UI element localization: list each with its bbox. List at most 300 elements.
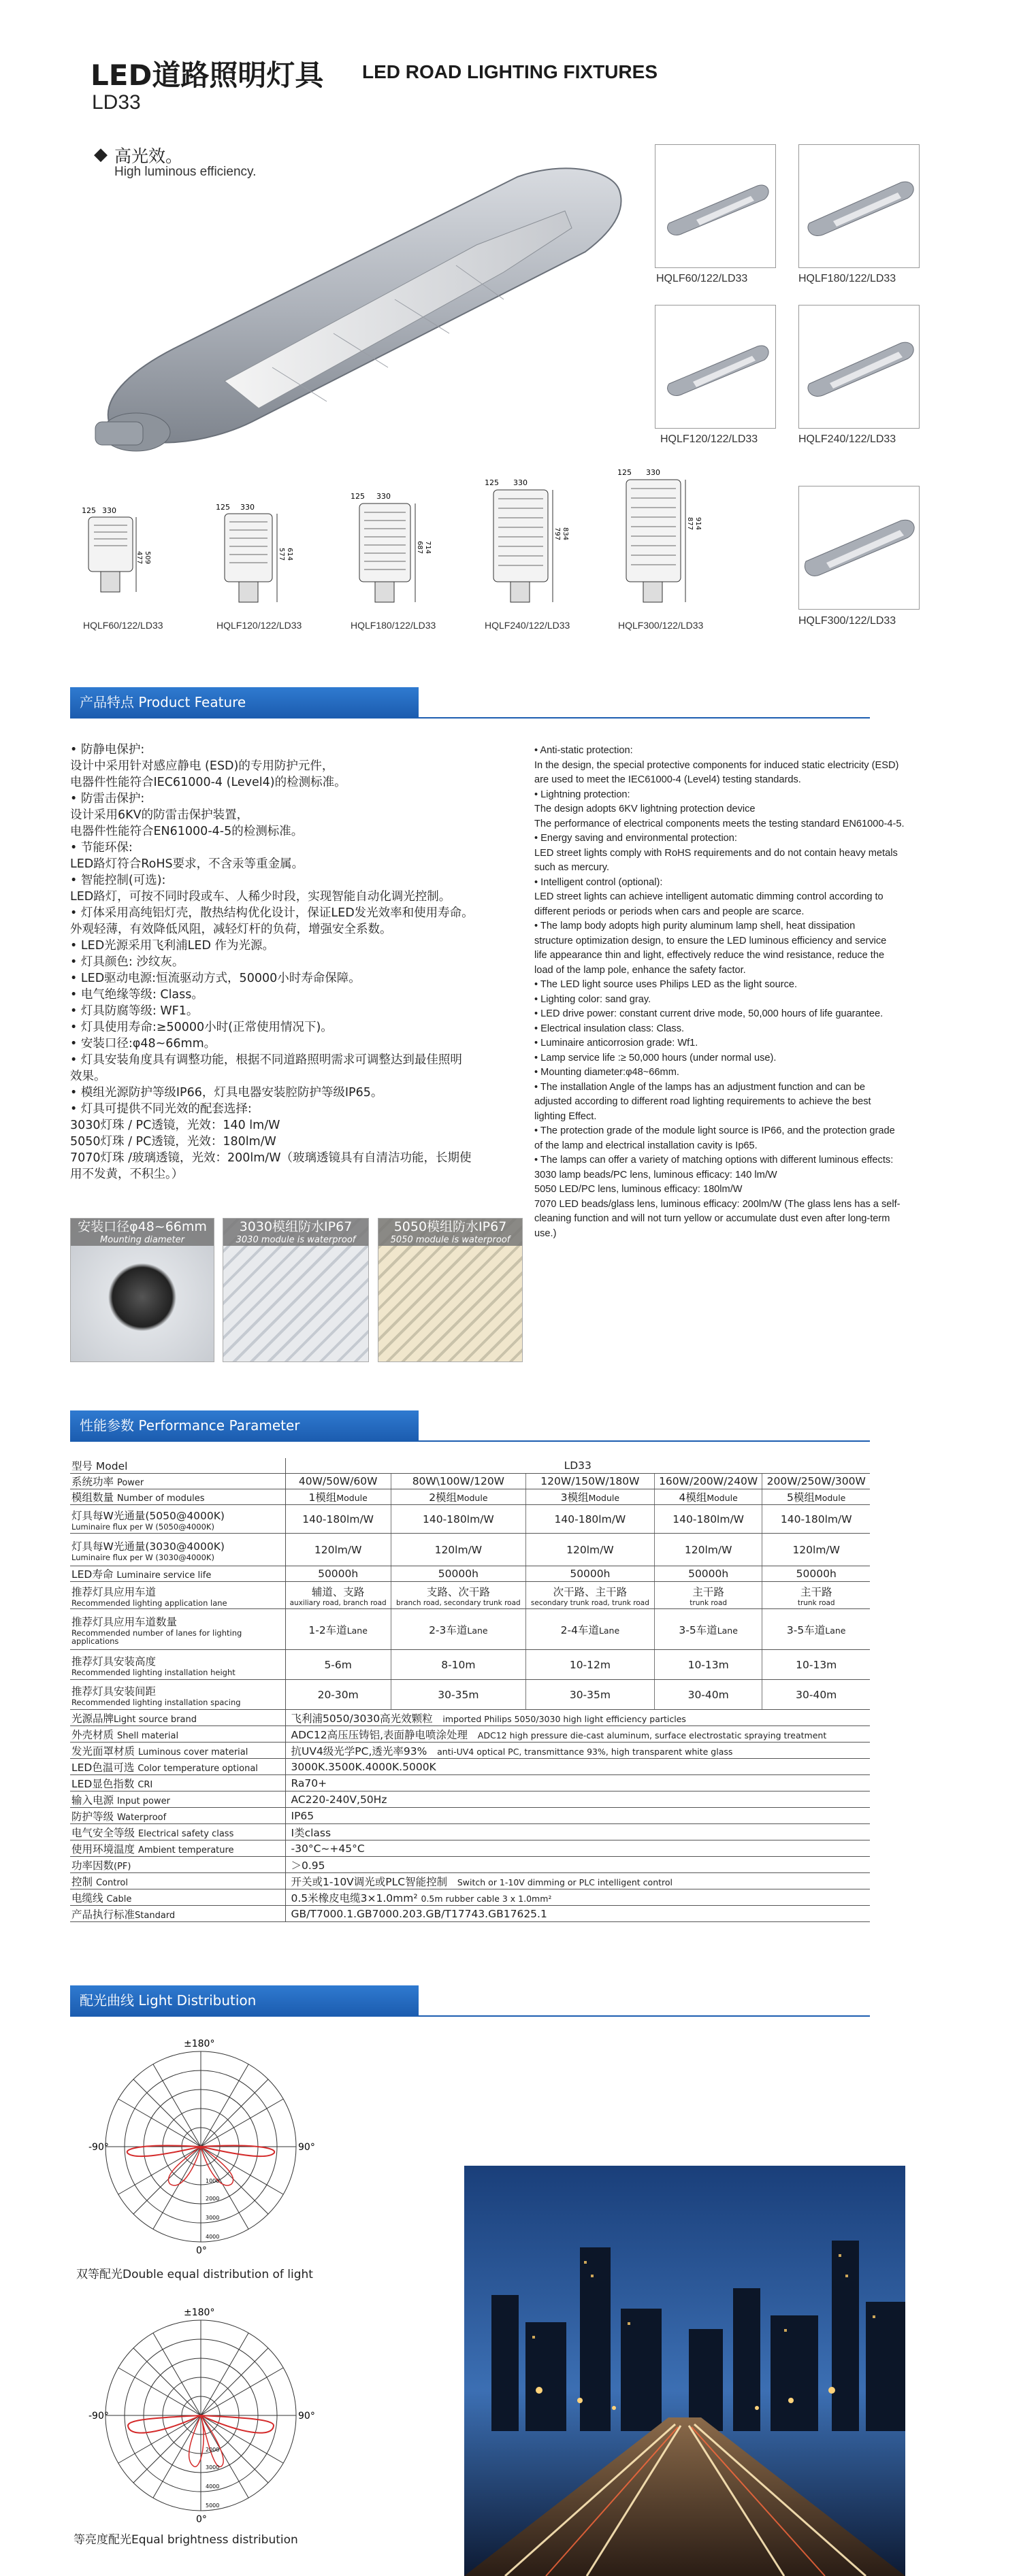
row-label-en: Luminaire service life — [116, 1570, 212, 1581]
row-label-en: Power — [116, 1478, 144, 1488]
cell — [525, 1582, 654, 1609]
table-row — [70, 1857, 870, 1873]
row-label-en: Cable — [106, 1894, 132, 1904]
road-en: branch road, secondary trunk road — [396, 1598, 521, 1607]
feature-line: 效果。 — [70, 1070, 106, 1083]
section-header-feature: 产品特点 Product Feature — [70, 687, 419, 717]
thumbnail-image — [798, 305, 920, 429]
cell — [285, 1791, 870, 1808]
module-count: 1模组 — [308, 1491, 337, 1504]
feature-line: • Lightning protection: — [534, 789, 630, 800]
feature-line: adjusted according to different road lighting requirements to achieve the best — [534, 1096, 871, 1107]
cell: 50000h — [391, 1566, 525, 1582]
cell — [285, 1775, 870, 1791]
row-label-cn: 光源品牌 — [71, 1712, 114, 1725]
value-en: anti-UV4 optical PC, transmittance 93%, high transparent white glass — [437, 1746, 733, 1757]
title-cn: LED道路照明灯具 — [91, 59, 324, 92]
detail-title-cn: 3030模组防水IP67 — [239, 1219, 353, 1234]
polar-ring-label: 2000 — [206, 2196, 220, 2202]
cell — [285, 1726, 870, 1743]
feature-line: 5050灯珠 / PC透镜，光效：180lm/W — [70, 1135, 276, 1149]
cell: 120lm/W — [762, 1534, 870, 1566]
row-label-cn: 功率因数 — [71, 1859, 114, 1872]
dimension-side: 125 — [82, 506, 96, 515]
polar-ring-label: 3000 — [206, 2215, 220, 2221]
lane-unit: Lane — [825, 1625, 846, 1636]
feature-line: • Luminaire anticorrosion grade: Wf1. — [534, 1038, 698, 1048]
cell — [285, 1840, 870, 1857]
row-label — [70, 1489, 285, 1505]
row-label — [70, 1505, 285, 1534]
row-label — [70, 1710, 285, 1726]
spec-table — [70, 1458, 870, 1922]
detail-title — [223, 1219, 368, 1246]
feature-line: • Lighting color: sand gray. — [534, 993, 651, 1005]
value-cn: 3000K.3500K.4000K.5000K — [291, 1760, 436, 1773]
feature-line: • The lamp body adopts high purity aluminum lamp shell, heat dissipation — [534, 921, 856, 931]
cell: 140-180lm/W — [654, 1505, 762, 1534]
thumbnail-caption: HQLF180/122/LD33 — [798, 273, 896, 284]
section-divider — [70, 717, 870, 719]
polar-label-right: 90° — [298, 2142, 315, 2153]
value-en: ADC12 high pressure die-cast aluminum, surface electrostatic spraying treatment — [477, 1730, 827, 1740]
polar-ring-label: 4000 — [206, 2483, 220, 2490]
polar-label-bottom: 0° — [196, 2514, 207, 2525]
cell: 140-180lm/W — [762, 1505, 870, 1534]
table-row — [70, 1824, 870, 1840]
row-label-cn: 电缆线 — [71, 1892, 103, 1904]
feature-line: • The protection grade of the module light source is IP66, and the protection grade — [534, 1125, 895, 1136]
feature-line: load of the lamp pole, enhance the safety factor. — [534, 964, 746, 976]
road-cn: 支路、次干路 — [426, 1585, 490, 1598]
dimension-height: 614 — [286, 548, 293, 561]
polar-label-left: -90° — [88, 2411, 109, 2422]
cell: 10-13m — [654, 1650, 762, 1680]
dimension-drawing — [214, 500, 296, 609]
cell — [762, 1582, 870, 1609]
module-count: 2模组 — [429, 1491, 457, 1504]
detail-photo-mounting — [70, 1218, 214, 1362]
cell: 140-180lm/W — [391, 1505, 525, 1534]
value-cn: ＞0.95 — [291, 1859, 325, 1872]
row-label — [70, 1906, 285, 1922]
road-cn: 辅道、支路 — [311, 1585, 365, 1598]
table-row — [70, 1759, 870, 1775]
row-label-en: Shell material — [116, 1730, 179, 1741]
dimension-drawing — [483, 473, 579, 609]
value-cn: AC220-240V,50Hz — [291, 1793, 387, 1806]
cell — [285, 1824, 870, 1840]
row-label — [70, 1889, 285, 1906]
row-label-cn: LED色温可选 — [71, 1761, 135, 1774]
dimension-side: 125 — [617, 468, 632, 477]
feature-line: different periods or periods when cars and people are scarce. — [534, 906, 805, 917]
table-row — [70, 1609, 870, 1650]
row-label — [70, 1609, 285, 1650]
thumbnail-image — [798, 144, 920, 268]
feature-line: • Intelligent control (optional): — [534, 876, 663, 888]
road-cn: 次干路、主干路 — [553, 1585, 628, 1598]
cell — [525, 1609, 654, 1650]
cell — [391, 1489, 525, 1505]
thumbnail-image — [655, 305, 776, 429]
row-label-cn: 控制 — [71, 1875, 93, 1888]
cell — [391, 1609, 525, 1650]
polar-label-bottom: 0° — [196, 2245, 207, 2256]
cell — [391, 1582, 525, 1609]
cell — [285, 1582, 391, 1609]
polar-ring-label: 4000 — [206, 2234, 220, 2240]
table-row — [70, 1650, 870, 1680]
polar-label-top: ±180° — [184, 2038, 215, 2049]
polar-label-top: ±180° — [184, 2307, 215, 2318]
table-row — [70, 1791, 870, 1808]
feature-line: structure optimization design, to ensure the LED luminous efficiency and service — [534, 935, 887, 946]
dimension-height: 509 — [144, 551, 151, 565]
lane-unit: Lane — [346, 1625, 368, 1636]
row-label-cn: 电气安全等级 — [71, 1826, 135, 1839]
cell — [285, 1873, 870, 1889]
feature-line: • LED drive power: constant current drive mode, 50,000 hours of life guarantee. — [534, 1008, 884, 1019]
dimension-width: 330 — [376, 492, 391, 501]
row-label — [70, 1775, 285, 1791]
row-label-cn: 灯具每W光通量(5050@4000K) — [71, 1509, 225, 1522]
dimension-drawing — [82, 503, 150, 606]
section-header-performance: 性能参数 Performance Parameter — [70, 1410, 419, 1440]
polar-ring-label: 3000 — [206, 2464, 220, 2471]
value-cn: ADC12高压压铸铝,表面静电喷涂处理 — [291, 1728, 468, 1741]
dimension-height: 477 — [135, 551, 143, 565]
module-count: 4模组 — [679, 1491, 707, 1504]
cell: 160W/200W/240W — [654, 1474, 762, 1489]
value-cn: 飞利浦5050/3030高光效颗粒 — [291, 1712, 433, 1725]
cell: 5-6m — [285, 1650, 391, 1680]
table-row — [70, 1534, 870, 1566]
value-cn: 0.5米橡皮电缆3×1.0mm² — [291, 1892, 418, 1904]
feature-line: In the design, the special protective components for induced static electricity (ESD) — [534, 759, 899, 771]
cell — [285, 1759, 870, 1775]
cell: 10-13m — [762, 1650, 870, 1680]
feature-line: LED路灯符合RoHS要求，不含汞等重金属。 — [70, 857, 304, 871]
polar-caption-double: 双等配光Double equal distribution of light — [76, 2268, 313, 2281]
row-label-cn: 推荐灯具应用车道 — [71, 1585, 157, 1598]
feature-line: • 灯体采用高纯铝灯壳，散热结构优化设计，保证LED发光效率和使用寿命。 — [70, 906, 474, 920]
feature-line: 电器件性能符合IEC61000-4 (Level4)的检测标准。 — [70, 776, 346, 789]
model-code: LD33 — [92, 91, 141, 114]
feature-line: 设计中采用针对感应静电 (ESD)的专用防护元件， — [70, 759, 334, 773]
cell — [285, 1743, 870, 1759]
dimension-height: 577 — [278, 548, 285, 561]
table-row — [70, 1582, 870, 1609]
table-row — [70, 1474, 870, 1489]
row-label — [70, 1759, 285, 1775]
feature-line: lighting Effect. — [534, 1110, 597, 1122]
row-label — [70, 1680, 285, 1710]
feature-line: • 智能控制(可选): — [70, 874, 166, 887]
feature-line: such as mercury. — [534, 862, 610, 873]
dimension-height: 914 — [694, 517, 702, 531]
feature-line: 电器件性能符合EN61000-4-5的检测标准。 — [70, 825, 304, 838]
feature-line: use.) — [534, 1227, 557, 1239]
feature-line: of the lamp and electrical installation cavity is Ip65. — [534, 1140, 758, 1151]
cell — [285, 1889, 870, 1906]
feature-line: 设计采用6KV的防雷击保护装置， — [70, 808, 249, 822]
row-label-en: Control — [95, 1877, 128, 1888]
table-row — [70, 1458, 870, 1474]
lane-count: 3-5车道 — [679, 1623, 717, 1636]
cell — [762, 1489, 870, 1505]
features-cn — [70, 742, 547, 1183]
road-cn: 主干路 — [800, 1585, 832, 1598]
cell: 200W/250W/300W — [762, 1474, 870, 1489]
dimension-width: 330 — [513, 478, 528, 487]
row-label-en: Electrical safety class — [137, 1828, 234, 1839]
feature-line: • 节能环保: — [70, 841, 133, 855]
cell: 120lm/W — [391, 1534, 525, 1566]
cell — [285, 1857, 870, 1873]
road-en: secondary trunk road, trunk road — [530, 1598, 649, 1607]
thumbnail-image — [798, 486, 920, 610]
cell: 50000h — [525, 1566, 654, 1582]
dimension-height: 834 — [562, 527, 569, 541]
value-cn: I类class — [291, 1826, 331, 1839]
feature-line: • 防雷击保护: — [70, 792, 145, 806]
row-label — [70, 1791, 285, 1808]
dimension-height: 877 — [686, 517, 694, 531]
row-label-en: Input power — [116, 1796, 170, 1806]
feature-line: 外观轻薄，有效降低风阻，减轻灯杆的负荷，增强安全系数。 — [70, 923, 392, 936]
value-cn: IP65 — [291, 1809, 314, 1822]
module-unit: Module — [457, 1493, 488, 1503]
polar-ring-label: 1000 — [206, 2178, 220, 2184]
row-label — [70, 1808, 285, 1824]
cell: 50000h — [762, 1566, 870, 1582]
cell — [525, 1489, 654, 1505]
lane-count: 2-4车道 — [560, 1623, 599, 1636]
table-row — [70, 1726, 870, 1743]
module-unit: Module — [707, 1493, 738, 1503]
value-cn: Ra70+ — [291, 1777, 327, 1789]
row-label — [70, 1650, 285, 1680]
feature-line: 7070灯珠 /玻璃透镜，光效：200lm/W（玻璃透镜具有自清洁功能，长期使 — [70, 1151, 472, 1165]
section-header-light: 配光曲线 Light Distribution — [70, 1985, 419, 2015]
module-count: 5模组 — [787, 1491, 815, 1504]
cell — [285, 1906, 870, 1922]
lane-count: 2-3车道 — [429, 1623, 468, 1636]
module-unit: Module — [336, 1493, 368, 1503]
detail-title-en: Mounting diameter — [100, 1235, 184, 1245]
detail-title-en: 5050 module is waterproof — [390, 1235, 510, 1245]
cell: 120lm/W — [654, 1534, 762, 1566]
diamond-icon: ◆ — [94, 144, 108, 165]
cell: 40W/50W/60W — [285, 1474, 391, 1489]
feature-line: LED路灯，可按不同时段或车、人稀少时段，实现智能自动化调光控制。 — [70, 890, 451, 904]
table-row — [70, 1889, 870, 1906]
cell: 8-10m — [391, 1650, 525, 1680]
section-divider — [70, 1440, 870, 1442]
dimension-side: 125 — [485, 478, 499, 487]
row-label — [70, 1726, 285, 1743]
dimension-caption: HQLF300/122/LD33 — [618, 620, 704, 631]
feature-line: • 防静电保护: — [70, 743, 145, 757]
cell: 50000h — [285, 1566, 391, 1582]
table-row — [70, 1775, 870, 1791]
row-label — [70, 1582, 285, 1609]
row-label-en: Number of modules — [116, 1493, 205, 1504]
row-label-cn: 外壳材质 — [71, 1728, 114, 1741]
polar-ring-label: 2000 — [206, 2447, 220, 2453]
feature-line: • LED驱动电源:恒流驱动方式，50000小时寿命保障。 — [70, 972, 361, 985]
road-cn: 主干路 — [692, 1585, 724, 1598]
feature-line: 用不发黄，不积尘。） — [70, 1168, 184, 1181]
row-label — [70, 1474, 285, 1489]
polar-chart-equal — [88, 2303, 313, 2528]
dimension-caption: HQLF60/122/LD33 — [83, 620, 163, 631]
table-row — [70, 1906, 870, 1922]
dimension-caption: HQLF240/122/LD33 — [485, 620, 570, 631]
detail-photo-3030 — [223, 1218, 369, 1362]
cell: 120W/150W/180W — [525, 1474, 654, 1489]
table-row — [70, 1710, 870, 1726]
value-cn: 开关或1-10V调光或PLC智能控制 — [291, 1875, 448, 1888]
table-row — [70, 1808, 870, 1824]
feature-line: • Electrical insulation class: Class. — [534, 1023, 685, 1034]
row-label-en: Waterproof — [116, 1812, 167, 1823]
city-night-photo — [464, 2166, 905, 2576]
cell: 30-35m — [391, 1680, 525, 1710]
row-label — [70, 1824, 285, 1840]
row-label-cn: 输入电源 — [71, 1794, 114, 1806]
value-en: imported Philips 5050/3030 high light efficiency particles — [442, 1713, 686, 1724]
row-label — [70, 1743, 285, 1759]
thumbnail-caption: HQLF60/122/LD33 — [656, 273, 748, 284]
row-label-en: Recommended lighting application lane — [71, 1598, 227, 1608]
module-unit: Module — [814, 1493, 846, 1503]
thumbnail-caption: HQLF120/122/LD33 — [660, 433, 758, 445]
feature-line: are used to meet the IEC61000-4 (Level4) testing standards. — [534, 774, 801, 785]
row-label — [70, 1534, 285, 1566]
feature-line: • LED光源采用飞利浦LED 作为光源。 — [70, 939, 275, 953]
cell: 30-35m — [525, 1680, 654, 1710]
cell — [285, 1710, 870, 1726]
dimension-drawing — [349, 486, 438, 609]
cell: 120lm/W — [285, 1534, 391, 1566]
row-label-en: Luminaire flux per W (5050@4000K) — [71, 1521, 214, 1532]
feature-highlight-cn: 高光效。 — [114, 146, 183, 166]
feature-line: • 灯具可提供不同光效的配套选择: — [70, 1102, 252, 1116]
value-cn: GB/T7000.1.GB7000.203.GB/T17743.GB17625.1 — [291, 1907, 547, 1920]
dimension-width: 330 — [240, 503, 255, 512]
thumbnail-caption: HQLF240/122/LD33 — [798, 433, 896, 445]
row-label-en: Recommended number of lanes for lighting applications — [71, 1628, 242, 1646]
detail-title — [71, 1219, 214, 1246]
feature-line: • 电气绝缘等级: Class。 — [70, 988, 204, 1002]
lane-unit: Lane — [598, 1625, 620, 1636]
feature-line: The design adopts 6KV lightning protection device — [534, 804, 756, 814]
lane-unit: Lane — [717, 1625, 738, 1636]
feature-line: cleaning function and will not turn yellow or accumulate dust even after long-term — [534, 1213, 890, 1224]
thumbnail-image — [655, 144, 776, 268]
feature-line: • 灯具防腐等级: WF1。 — [70, 1004, 199, 1018]
value-en: 0.5m rubber cable 3 x 1.0mm² — [421, 1893, 552, 1904]
feature-line: 3030 lamp beads/PC lens, luminous efficacy: 140 lm/W — [534, 1169, 777, 1180]
table-row — [70, 1680, 870, 1710]
row-label-en: Ambient temperature — [137, 1845, 234, 1855]
polar-label-right: 90° — [298, 2411, 315, 2422]
dimension-caption: HQLF120/122/LD33 — [216, 620, 302, 631]
feature-line: • 灯具使用寿命:≥50000小时(正常使用情况下)。 — [70, 1021, 333, 1034]
feature-line: • 灯具安装角度具有调整功能，根据不同道路照明需求可调整达到最佳照明 — [70, 1053, 462, 1067]
model-value: LD33 — [285, 1458, 870, 1474]
feature-line: • Energy saving and environmental protection: — [534, 833, 737, 844]
dimension-side: 125 — [216, 503, 230, 512]
feature-line: 5050 LED/PC lens, luminous efficacy: 180lm/W — [534, 1184, 743, 1195]
value-cn: 抗UV4级光学PC,透光率93% — [291, 1745, 427, 1757]
dimension-width: 330 — [102, 506, 116, 515]
row-label-cn: 灯具每W光通量(3030@4000K) — [71, 1540, 225, 1553]
feature-line: • The LED light source uses Philips LED as the light source. — [534, 979, 798, 990]
row-label-en: Luminaire flux per W (3030@4000K) — [71, 1552, 214, 1562]
cell — [285, 1489, 391, 1505]
dimension-width: 330 — [646, 468, 660, 477]
cell — [762, 1609, 870, 1650]
features-en — [534, 744, 970, 1241]
row-label-cn: 使用环境温度 — [71, 1843, 135, 1855]
row-label-en: Recommended lighting installation spacing — [71, 1697, 241, 1707]
table-row — [70, 1873, 870, 1889]
table-row — [70, 1566, 870, 1582]
row-label — [70, 1873, 285, 1889]
feature-line: • 安装口径:φ48~66mm。 — [70, 1037, 216, 1051]
row-label-cn: LED显色指数 — [71, 1777, 135, 1790]
module-unit: Module — [588, 1493, 620, 1503]
feature-line: • The lamps can offer a variety of matching options with different luminous effects: — [534, 1155, 894, 1166]
detail-title-cn: 安装口径φ48~66mm — [78, 1219, 207, 1234]
polar-label-left: -90° — [88, 2142, 109, 2153]
row-label-cn: 模组数量 — [71, 1491, 114, 1504]
table-row — [70, 1840, 870, 1857]
row-label-cn: 防护等级 — [71, 1810, 114, 1823]
section-divider — [70, 2015, 870, 2017]
polar-ring-label: 5000 — [206, 2503, 220, 2509]
lane-unit: Lane — [467, 1625, 488, 1636]
cell: 140-180lm/W — [525, 1505, 654, 1534]
table-row — [70, 1489, 870, 1505]
cell: 50000h — [654, 1566, 762, 1582]
cell: 30-40m — [762, 1680, 870, 1710]
cell — [654, 1609, 762, 1650]
feature-line: • The installation Angle of the lamps has an adjustment function and can be — [534, 1081, 865, 1093]
cell: 30-40m — [654, 1680, 762, 1710]
polar-caption-equal: 等亮度配光Equal brightness distribution — [74, 2533, 298, 2547]
road-en: trunk road — [797, 1598, 835, 1607]
feature-line: LED street lights comply with RoHS requirements and do not contain heavy metals — [534, 847, 898, 859]
lane-count: 3-5车道 — [786, 1623, 826, 1636]
cell: 10-12m — [525, 1650, 654, 1680]
feature-line: • Lamp service life :≥ 50,000 hours (under normal use). — [534, 1052, 777, 1063]
road-en: auxiliary road, branch road — [289, 1598, 387, 1607]
cell: 20-30m — [285, 1680, 391, 1710]
road-en: trunk road — [690, 1598, 728, 1607]
feature-line: • 模组光源防护等级IP66，灯具电器安装腔防护等级IP65。 — [70, 1086, 383, 1100]
row-label — [70, 1840, 285, 1857]
row-label-en: Color temperature optional — [137, 1763, 258, 1774]
feature-line: The performance of electrical components meets the testing standard EN61000-4-5. — [534, 818, 905, 829]
detail-title-en: 3030 module is waterproof — [236, 1235, 356, 1245]
feature-line: • 灯具颜色: 沙纹灰。 — [70, 955, 184, 969]
feature-line: • Mounting diameter:φ48~66mm. — [534, 1067, 679, 1078]
dimension-drawing — [616, 463, 711, 609]
